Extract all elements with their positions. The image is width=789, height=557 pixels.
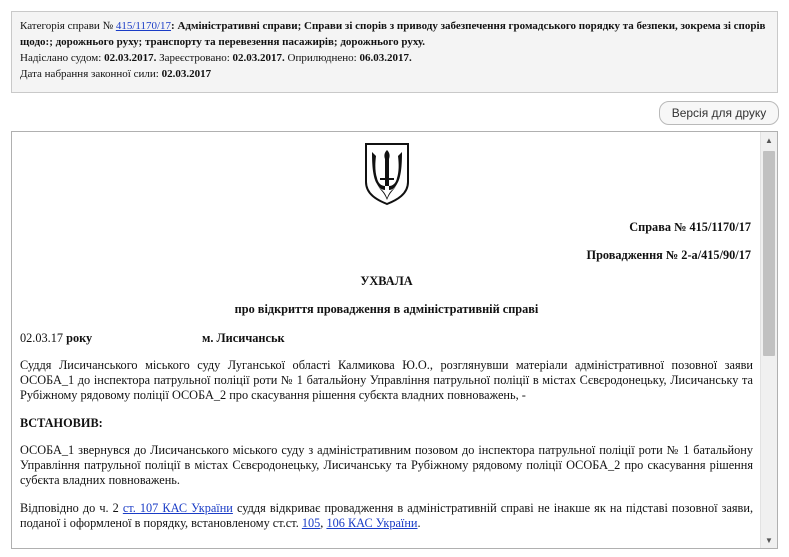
published-date: 06.03.2017. [359, 52, 412, 64]
city: м. Лисичанськ [202, 331, 285, 345]
para3-separator: , [320, 516, 324, 530]
registered-label: Зареєстровано: [159, 52, 230, 64]
effective-label: Дата набрання законної сили: [20, 68, 159, 80]
document-content [12, 132, 761, 548]
case-number: Справа № 415/1170/17 [629, 220, 751, 234]
trident-coat-of-arms-icon [363, 142, 411, 206]
para3-text-a: Відповідно до ч. 2 [20, 501, 119, 515]
registered-date: 02.03.2017. [232, 52, 285, 64]
law-link-art105[interactable]: 105 [301, 516, 321, 530]
para3-end: . [417, 516, 421, 530]
effective-date: 02.03.2017 [161, 68, 212, 80]
established-heading: ВСТАНОВИВ: [20, 416, 103, 430]
date-suffix: року [66, 331, 93, 345]
published-label: Оприлюднено: [287, 52, 357, 64]
case-info-panel [11, 11, 778, 93]
case-number-link[interactable]: 415/1170/17 [115, 20, 172, 32]
date-line [20, 331, 285, 346]
sent-label: Надіслано судом: [20, 52, 102, 64]
law-link-art106[interactable]: 106 КАС України [326, 516, 418, 530]
legal-basis-paragraph [20, 501, 753, 531]
category-prefix: Категорія справи № [20, 20, 114, 32]
document-title: УХВАЛА [360, 274, 413, 288]
vertical-scrollbar[interactable] [760, 132, 777, 548]
print-version-button[interactable]: Версія для друку [659, 101, 779, 125]
dates-line [20, 50, 769, 66]
document-subtitle: про відкриття провадження в адміністративній справі [234, 302, 539, 316]
proceeding-number: Провадження № 2-а/415/90/17 [586, 248, 751, 262]
sent-date: 02.03.2017. [104, 52, 157, 64]
scrollbar-thumb[interactable] [763, 151, 775, 356]
triangle-up-icon[interactable]: ▲ [765, 135, 773, 145]
category-line [20, 18, 769, 50]
law-link-art107[interactable]: ст. 107 КАС України [122, 501, 233, 515]
triangle-down-icon[interactable]: ▼ [765, 535, 773, 545]
document-frame [11, 131, 778, 549]
category-text: : Адміністративні справи; Справи зі спорів з приводу забезпечення громадського порядку та безпеки, зокрема зі спорів щодо:; дорожнього руху; транспорту та перевезення пасажирів; дорожнього руху. [20, 20, 766, 48]
intro-paragraph: Суддя Лисичанського міського суду Луганської області Калмикова Ю.О., розглянувши матеріали адміністративної позовної заяви ОСОБА_1 до інспектора патрульної поліції роти № 1 батальйону Управління патрульної поліції в містах Сєвєродонецьку, Лисичанську та Рубіжному рядовому поліції ОСОБА_2 про скасування рішення субєкта владних повноважень, - [20, 358, 753, 402]
claim-paragraph: ОСОБА_1 звернувся до Лисичанського міського суду з адміністративним позовом до інспектора патрульної поліції роти № 1 батальйону Управління патрульної поліції в містах Сєвєродонецьку, Лисичанську та Рубіжному рядовому поліції ОСОБА_2 про скасування рішення субєкта владних повноважень. [20, 443, 753, 487]
document-date: 02.03.17 [20, 331, 64, 345]
effective-line [20, 66, 769, 82]
para3-text-b: суддя відкриває провадження в адміністративній справі не інакше як на підставі позовної заяви, поданої і оформленої в порядку, встановленому ст.ст. [20, 501, 754, 530]
